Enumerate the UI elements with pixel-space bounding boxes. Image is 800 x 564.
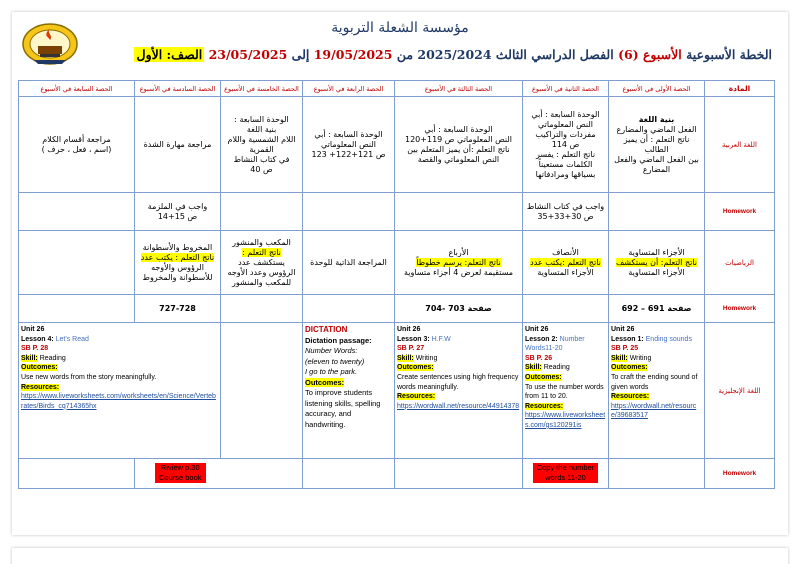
english-period-6: Unit 26 Lesson 4: Let's Read SB P. 28 Skill: Reading Outcomes: Use new words from the story meaningfully. Resources: https://www.liveworksheets.com/worksheets/en/Science/Vertebrates/Birds_cq714365hx [19, 323, 221, 459]
homework-label: Homework [705, 459, 775, 489]
col-period-6: الحصة السادسة في الأسبوع [135, 81, 221, 97]
arabic-hw-period-2: واجب في كتاب النشاط ص 30+33+35 [523, 193, 609, 231]
date-from: 19/05/2025 [313, 47, 393, 62]
title-year: 2025/2024 [417, 47, 492, 62]
grade-label: الصف: الأول [136, 47, 203, 62]
math-period-4: المراجعة الذاتية للوحدة [303, 231, 395, 295]
arabic-hw-period-6: واجب في الملزمة ص 15+14 [135, 193, 221, 231]
col-period-1: الحصة الأولى في الأسبوع [609, 81, 705, 97]
subject-arabic: اللغة العربية [705, 97, 775, 193]
english-period-3: Unit 26 Lesson 3: H.F.W SB P. 27 Skill: Writing Outcomes: Create sentences using high frequency words meaningfully. Resources: https://wordwall.net/resource/44914378 [395, 323, 523, 459]
col-period-4: الحصة الرابعة في الأسبوع [303, 81, 395, 97]
math-period-2: الأنصاف ناتج التعلم :يكتب عدد الأجزاء المتساوية [523, 231, 609, 295]
english-period-1: Unit 26 Lesson 1: Ending sounds SB P. 25 Skill: Writing Outcomes: To craft the ending sound of given words Resources: https://wordwall.net/resource/39683517 [609, 323, 705, 459]
title-part1: الخطة الأسبوعية [686, 47, 772, 62]
math-period-5: المكعب والمنشور ناتج التعلم : يستكشف عدد الرؤوس وعدد الأوجه للمكعب والمنشور [221, 231, 303, 295]
title-to: إلى [291, 47, 310, 62]
plan-title [72, 44, 772, 66]
math-row [19, 231, 775, 295]
organization-name: مؤسسة الشعلة التربوية [331, 20, 469, 36]
arabic-period-1: بنية اللغة الفعل الماضي والمضارع ناتج التعلم : أن يميز الطالب بين الفعل الماضي والفعل المضارع [609, 97, 705, 193]
english-period-2: Unit 26 Lesson 2: Number Words11-20 SB P. 26 Skill: Reading Outcomes: To use the number words from 11 to 20. Resources: https://www.liveworksheets.com/gs120291is [523, 323, 609, 459]
col-period-5: الحصة الخامسة في الأسبوع [221, 81, 303, 97]
arabic-period-3: الوحدة السابعة : أبي النص المعلوماتي ص 119+120 ناتج التعلم :أن يميز المتعلم بين النص المعلوماتي والقصة [395, 97, 523, 193]
col-period-7: الحصة السابعة في الأسبوع [19, 81, 135, 97]
math-period-3: الأرباع ناتج التعلم: يرسم خطوطاً مستقيمة لعرض 4 أجزاء متساوية [395, 231, 523, 295]
title-week: الأسبوع (6) [618, 47, 682, 62]
english-hw-period-6: Riview p.30 Course book [135, 459, 303, 489]
arabic-period-6: مراجعة مهارة الشدة [135, 97, 221, 193]
math-hw-period-3: صفحة 703 -704 [395, 295, 523, 323]
arabic-period-4: الوحدة السابعة : أبي النص المعلوماتي ص 121+122+ 123 [303, 97, 395, 193]
school-logo-icon [20, 20, 80, 66]
arabic-period-7: مراجعة أقسام الكلام (اسم ، فعل ، حرف ) [19, 97, 135, 193]
math-hw-period-1: صفحة 691 – 692 [609, 295, 705, 323]
english-homework-row [19, 459, 775, 489]
math-homework-row [19, 295, 775, 323]
weekly-plan-table [18, 80, 775, 489]
col-period-2: الحصة الثانية في الأسبوع [523, 81, 609, 97]
header-row [19, 81, 775, 97]
arabic-period-2: الوحدة السابعة : أبي النص المعلوماتي مفردات والتراكيب ص 114 ناتج التعلم : يفسر الكلمات مستعيناً بسياقها ومرادفاتها [523, 97, 609, 193]
resource-link[interactable]: https://wordwall.net/resource/44914378 [397, 402, 520, 410]
resource-link[interactable]: https://www.liveworksheets.com/worksheets/en/Science/Vertebrates/Birds_cq714365hx [21, 393, 216, 410]
title-part2: الفصل الدراسي الثالث [495, 47, 614, 62]
next-page-edge [12, 548, 788, 564]
arabic-period-5: الوحدة السابعة : بنية اللغة اللام الشمسية واللام القمرية في كتاب النشاط ص 40 [221, 97, 303, 193]
date-to: 23/05/2025 [208, 47, 288, 62]
subject-english: اللغة الإنجليزية [705, 323, 775, 459]
math-period-6: المخروط والأسطوانة ناتج التعلم : يكتب عدد الرؤوس والأوجه للأسطوانة والمخروط [135, 231, 221, 295]
col-period-3: الحصة الثالثة في الأسبوع [395, 81, 523, 97]
arabic-homework-row [19, 193, 775, 231]
title-from: من [396, 47, 414, 62]
col-subject: المادة [705, 81, 775, 97]
subject-math: الرياضيات [705, 231, 775, 295]
math-hw-period-6: 727-728 [135, 295, 221, 323]
arabic-row [19, 97, 775, 193]
english-period-4: DICTATION Dictation passage: Number Words: (eleven to twenty) I go to the park. Outcomes: To improve students listening skills, spelling accuracy, and handwriting. [303, 323, 395, 459]
resource-link[interactable]: https://wordwall.net/resource/39683517 [611, 402, 697, 420]
math-period-1: الأجزاء المتساوية ناتج التعلم: أن يستكشف الأجزاء المتساوية [609, 231, 705, 295]
resource-link[interactable]: https://www.liveworksheets.com/gs120291is [525, 412, 606, 429]
homework-label: Homework [705, 295, 775, 323]
english-row [19, 323, 775, 459]
english-hw-period-2: Copy the number words 11-20 [523, 459, 609, 489]
homework-label: Homework [705, 193, 775, 231]
